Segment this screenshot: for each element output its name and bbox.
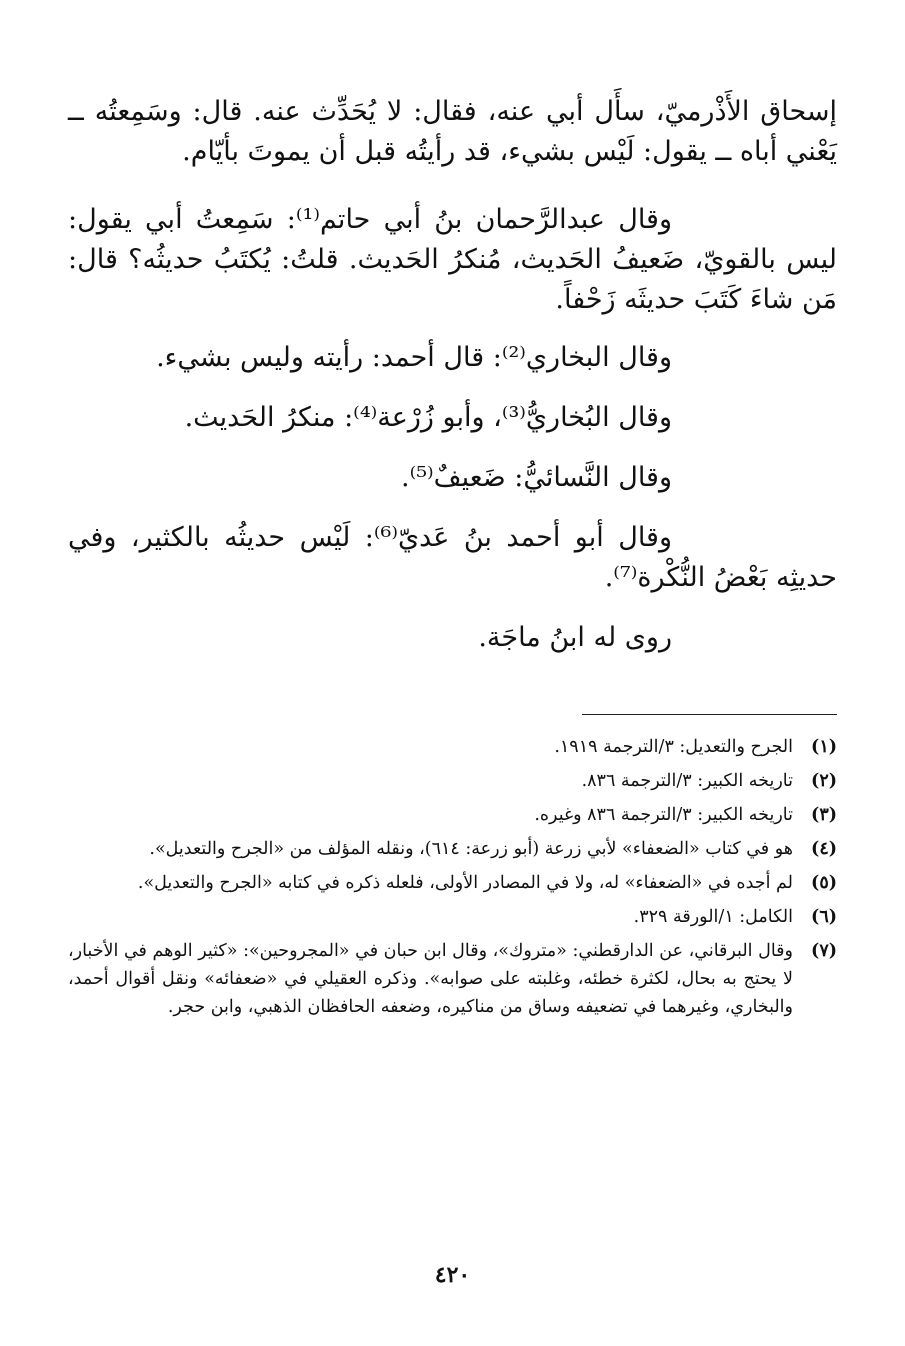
footnote-2	[68, 767, 837, 795]
footnote-number: (٤)	[811, 839, 837, 859]
paragraph-4: وقال البُخاريُّ⁽³⁾، وأبو زُرْعة⁽⁴⁾: منكرُ الحَديث.	[184, 402, 672, 433]
paragraph-6: وقال أبو أحمد بنُ عَديّ⁽⁶⁾: لَيْس حديثُه بالكثير، وفي حديثِه بَعْضُ النُّكْرة⁽⁷⁾.	[68, 522, 837, 593]
footnote-7	[68, 937, 837, 1021]
footnotes	[68, 733, 837, 1021]
footnote-number: (٦)	[811, 907, 837, 927]
paragraph-3: وقال البخاري⁽²⁾: قال أحمد: رأيته وليس بشيء.	[156, 342, 672, 373]
footnote-text: الكامل: ١/الورقة ٣٢٩.	[633, 907, 793, 927]
footnote-number: (٥)	[811, 873, 837, 893]
main-text	[68, 92, 837, 658]
footnote-number: (١)	[811, 737, 837, 757]
footnote-1	[68, 733, 837, 761]
footnote-number: (٢)	[811, 771, 837, 791]
footnote-5	[68, 869, 837, 897]
footnote-3	[68, 801, 837, 829]
footnote-6	[68, 903, 837, 931]
paragraph-7: روى له ابنُ ماجَة.	[478, 622, 672, 653]
paragraph-1: إسحاق الأَذْرميّ، سأَل أبي عنه، فقال: لا يُحَدِّث عنه. قال: وسَمِعتُه ــ يَعْني أباه ــ يقول: لَيْس بشيء، قد رأيتُه قبل أن يموتَ بأيّام.	[68, 96, 837, 167]
paragraph-2: وقال عبدالرَّحمان بنُ أبي حاتم⁽¹⁾: سَمِعتُ أبي يقول: ليس بالقويّ، ضَعيفُ الحَديث، مُنكرُ الحَديث. قلتُ: يُكتَبُ حديثُه؟ قال: مَن شاءَ كَتَبَ حديثَه زَحْفاً.	[68, 204, 837, 315]
footnote-divider	[582, 714, 837, 715]
footnote-4	[68, 835, 837, 863]
footnote-text: الجرح والتعديل: ٣/الترجمة ١٩١٩.	[554, 737, 793, 757]
footnote-number: (٣)	[811, 805, 837, 825]
footnote-text: لم أجده في «الضعفاء» له، ولا في المصادر الأولى، فلعله ذكره في كتابه «الجرح والتعديل».	[137, 873, 793, 893]
footnote-text: تاريخه الكبير: ٣/الترجمة ٨٣٦.	[581, 771, 793, 791]
footnote-number: (٧)	[811, 941, 837, 961]
page-number: ٤٢٠	[434, 1262, 471, 1288]
footnote-text: تاريخه الكبير: ٣/الترجمة ٨٣٦ وغيره.	[534, 805, 793, 825]
paragraph-5: وقال النَّسائيُّ: ضَعيفٌ⁽⁵⁾.	[401, 462, 672, 493]
footnote-text: وقال البرقاني، عن الدارقطني: «متروك»، وقال ابن حبان في «المجروحين»: «كثير الوهم في الأخبار، لا يحتج به بحال، لكثرة خطئه، وغلبته على صوابه». وذكره العقيلي في «ضعفائه» ونقل أقوال أحمد، والبخاري، وغيرهما في تضعيفه وساق من مناكيره، وضعفه الحافظان الذهبي، وابن حجر.	[68, 941, 793, 1017]
footnote-text: هو في كتاب «الضعفاء» لأبي زرعة (أبو زرعة: ٦١٤)، ونقله المؤلف من «الجرح والتعديل».	[149, 839, 793, 859]
